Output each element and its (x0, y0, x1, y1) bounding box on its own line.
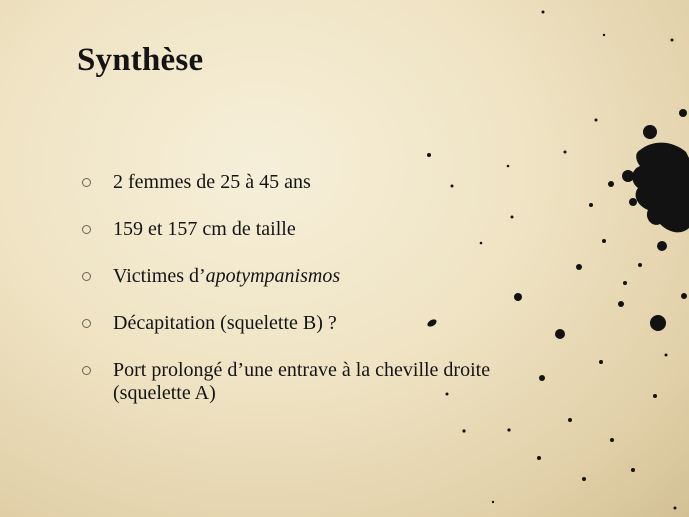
bullet-text: Port prolongé d’une entrave à la cheville droite (squelette A) (113, 359, 491, 404)
bullet-item (80, 171, 550, 194)
bullet-text: 159 et 157 cm de taille (113, 218, 296, 240)
bullet-item (80, 218, 550, 241)
bullet-marker-icon (82, 272, 91, 281)
bullet-item (80, 359, 550, 405)
bullet-item (80, 265, 550, 288)
bullet-text-prefix: Victimes d’ (113, 265, 206, 287)
bullet-marker-icon (82, 225, 91, 234)
bullet-item (80, 312, 550, 335)
bullet-marker-icon (82, 178, 91, 187)
bullet-marker-icon (82, 319, 91, 328)
slide-title: Synthèse (77, 42, 204, 78)
bullet-text: Décapitation (squelette B) ? (113, 312, 337, 334)
bullet-list (80, 171, 550, 429)
bullet-text: 2 femmes de 25 à 45 ans (113, 171, 311, 193)
bullet-marker-icon (82, 366, 91, 375)
bullet-text-emphasis: apotympanismos (205, 265, 341, 287)
